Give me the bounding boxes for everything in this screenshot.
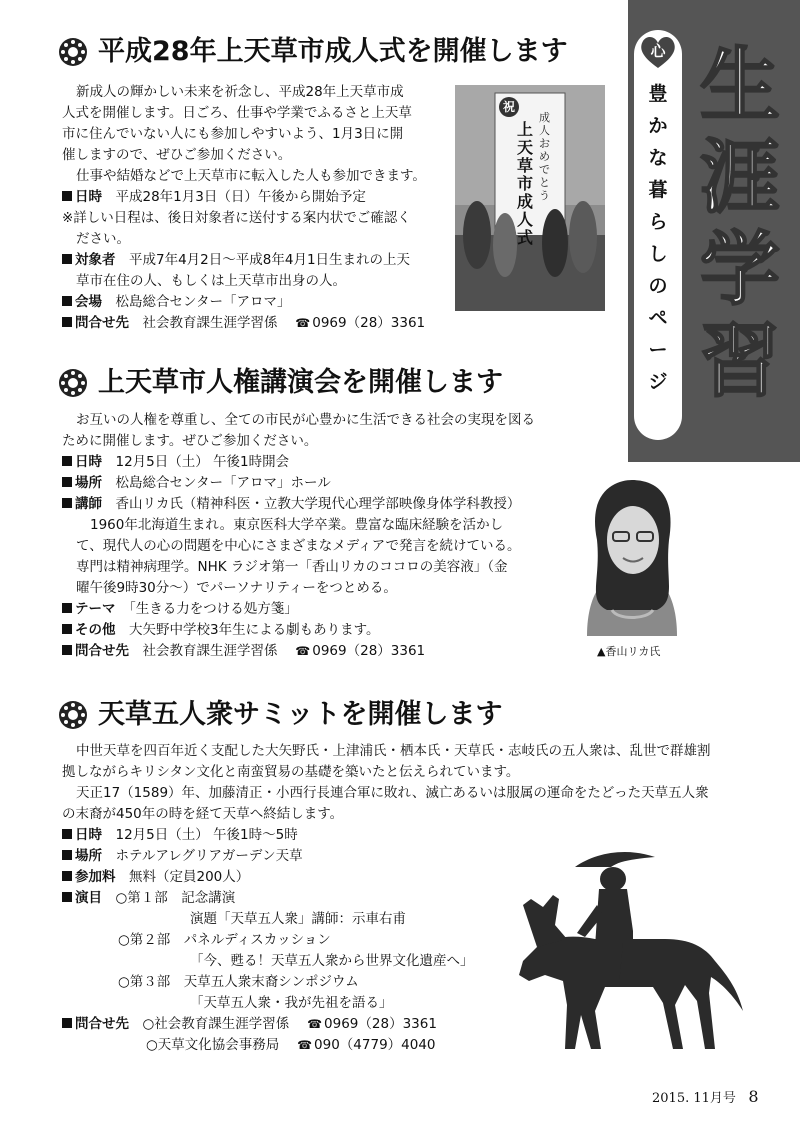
program-name: パネルディスカッション — [183, 932, 331, 948]
photo-mark: 祝 — [499, 97, 519, 117]
contact-tel: 090（4779）4040 — [314, 1037, 436, 1053]
bio-line: 曜午後9時30分～）でパーソナリティーをつとめる。 — [76, 580, 397, 596]
target-value: 平成7年4月2日～平成8年4月1日生まれの上天 — [129, 252, 411, 268]
contact-row — [62, 641, 535, 662]
section1-body — [62, 82, 426, 334]
venue-value: 松島総合センター「アロマ」 — [115, 294, 291, 310]
section3-heading — [58, 698, 502, 732]
portrait-graphic — [557, 470, 707, 636]
speaker-label: 講師 — [75, 496, 102, 512]
intro-line: の末裔が450年の時を経て天草へ終結します。 — [62, 806, 344, 822]
intro-line: 中世天草を四百年近く支配した大矢野氏・上津浦氏・栖本氏・天草氏・志岐氏の五人衆は、乱世で群雄割 — [76, 743, 711, 759]
contact-value: 社会教育課生涯学習係 — [142, 643, 278, 659]
program-detail: 「天草五人衆・我が先祖を語る」 — [190, 995, 393, 1011]
program-part: ○第１部 — [115, 890, 168, 906]
other-row — [62, 620, 535, 641]
footer — [652, 1087, 759, 1106]
note-line: ※詳しい日程は、後日対象者に送付する案内状でご確認く — [62, 210, 411, 226]
title-char: 生 — [700, 39, 780, 132]
photo-sign-large: 上天草市成人式 — [517, 120, 534, 247]
program-detail: 演題「天草五人衆」講師：示車右甫 — [190, 911, 406, 927]
venue-row — [62, 292, 426, 313]
subtitle-char: な — [648, 147, 668, 169]
contact-label: 問合せ先 — [75, 643, 129, 659]
intro-line: 拠しながらキリシタン文化と南蛮貿易の基礎を築いたと伝えられています。 — [62, 764, 520, 780]
subtitle-char: ジ — [648, 371, 668, 393]
venue-row — [62, 473, 535, 494]
date-label: 日時 — [75, 189, 102, 205]
photo-sign-small: 成人おめでとう — [539, 111, 550, 202]
section1-title: 平成28年上天草市成人式を開催します — [98, 36, 568, 67]
target-label: 対象者 — [75, 252, 116, 268]
section1-heading — [58, 35, 568, 69]
speaker-value: 香山リカ氏（精神科医・立教大学現代心理学部映像身体学科教授） — [115, 496, 521, 512]
banner-subtitle — [634, 78, 682, 398]
section2-body — [62, 410, 535, 662]
intro-line: 新成人の輝かしい未来を祈念し、平成28年上天草市成 — [76, 84, 404, 100]
section3-title: 天草五人衆サミットを開催します — [98, 699, 503, 730]
title-char: 習 — [700, 315, 780, 408]
sun-icon — [58, 700, 88, 730]
program-part: ○第２部 — [118, 932, 171, 948]
section2-title: 上天草市人権講演会を開催します — [98, 367, 503, 398]
sun-icon — [58, 368, 88, 398]
contact-name: ○社会教育課生涯学習係 — [142, 1016, 290, 1032]
intro-line: 天正17（1589）年、加藤清正・小西行長連合軍に敗れ、滅亡あるいは服属の運命をたどった天草五人衆 — [76, 785, 709, 801]
intro-line: 市に住んでいない人にも参加しやすいよう、1月3日に開 — [62, 126, 404, 142]
subtitle-char: 暮 — [648, 179, 668, 201]
title-char: 涯 — [700, 131, 780, 224]
fee-value: 無料（定員200人） — [129, 869, 250, 885]
intro-line: 仕事や結婚などで上天草市に転入した人も参加できます。 — [76, 168, 426, 184]
theme-row — [62, 599, 535, 620]
contact-label: 問合せ先 — [75, 315, 129, 331]
heart-label: 心 — [650, 42, 666, 60]
section2-heading — [58, 366, 503, 400]
program-label: 演目 — [75, 890, 102, 906]
intro-line: お互いの人権を尊重し、全ての市民が心豊かに生活できる社会の実現を図る — [76, 412, 535, 428]
title-char: 学 — [700, 223, 780, 316]
banner-title — [690, 40, 790, 408]
fee-label: 参加料 — [75, 869, 116, 885]
phone-icon: ☎ — [295, 316, 311, 330]
subtitle-char: ペ — [648, 307, 668, 329]
theme-value: 「生きる力をつける処方箋」 — [129, 601, 298, 617]
venue-label: 場所 — [75, 848, 102, 864]
sun-icon — [58, 37, 88, 67]
note-line: ださい。 — [76, 231, 130, 247]
bio-line: 専門は精神病理学。NHK ラジオ第一「香山リカのココロの美容液」（金 — [76, 559, 508, 575]
target-row — [62, 250, 426, 271]
program-detail: 「今、甦る！天草五人衆から世界文化遺産へ」 — [190, 953, 474, 969]
samurai-horse-silhouette — [515, 835, 745, 1060]
portrait-caption: ▲香山リカ氏 — [597, 645, 661, 658]
venue-value: 松島総合センター「アロマ」ホール — [115, 475, 331, 491]
subtitle-char: の — [648, 275, 668, 297]
subtitle-char: ら — [648, 211, 668, 233]
issue-label: 2015. 11月号 — [652, 1091, 736, 1106]
date-value: 12月5日（土） 午後1時～5時 — [115, 827, 298, 843]
page-number: 8 — [748, 1087, 759, 1106]
date-row — [62, 452, 535, 473]
date-value: 平成28年1月3日（日）午後から開始予定 — [115, 189, 366, 205]
contact-value: 社会教育課生涯学習係 — [142, 315, 278, 331]
date-label: 日時 — [75, 454, 102, 470]
program-name: 天草五人衆末裔シンポジウム — [183, 974, 359, 990]
venue-label: 会場 — [75, 294, 102, 310]
date-value: 12月5日（土） 午後1時開会 — [115, 454, 290, 470]
subtitle-char: 豊 — [648, 83, 668, 105]
program-name: 記念講演 — [181, 890, 236, 906]
intro-line: 催しますので、ぜひご参加ください。 — [62, 147, 292, 163]
date-label: 日時 — [75, 827, 102, 843]
phone-icon: ☎ — [297, 1038, 313, 1052]
other-label: その他 — [75, 622, 116, 638]
contact-row — [62, 313, 426, 334]
speaker-portrait — [557, 470, 707, 636]
speaker-row — [62, 494, 535, 515]
contact-name: ○天草文化協会事務局 — [146, 1037, 280, 1053]
date-row — [62, 187, 426, 208]
subtitle-char: し — [648, 243, 668, 265]
phone-icon: ☎ — [307, 1017, 323, 1031]
contact-label: 問合せ先 — [75, 1016, 129, 1032]
intro-line: 人式を開催します。日ごろ、仕事や学業でふるさと上天草 — [62, 105, 412, 121]
coming-of-age-photo — [455, 85, 605, 311]
contact-tel: 0969（28）3361 — [312, 315, 426, 331]
contact-tel: 0969（28）3361 — [324, 1016, 437, 1032]
intro-line: ために開催します。ぜひご参加ください。 — [62, 433, 318, 449]
theme-label: テーマ — [75, 601, 116, 617]
subtitle-char: か — [648, 115, 668, 137]
program-part: ○第３部 — [118, 974, 171, 990]
venue-value: ホテルアレグリアガーデン天草 — [115, 848, 303, 864]
venue-label: 場所 — [75, 475, 102, 491]
phone-icon: ☎ — [295, 644, 311, 658]
contact-tel: 0969（28）3361 — [312, 643, 426, 659]
bio-line: て、現代人の心の問題を中心にさまざまなメディアで発言を続けている。 — [76, 538, 521, 554]
bio-line: 1960年北海道生まれ。東京医科大学卒業。豊富な臨床経験を活かし — [90, 517, 504, 533]
subtitle-char: ー — [648, 339, 668, 361]
other-value: 大矢野中学校3年生による劇もあります。 — [129, 622, 380, 638]
target-value-cont: 草市在住の人、もしくは上天草市出身の人。 — [76, 273, 346, 289]
